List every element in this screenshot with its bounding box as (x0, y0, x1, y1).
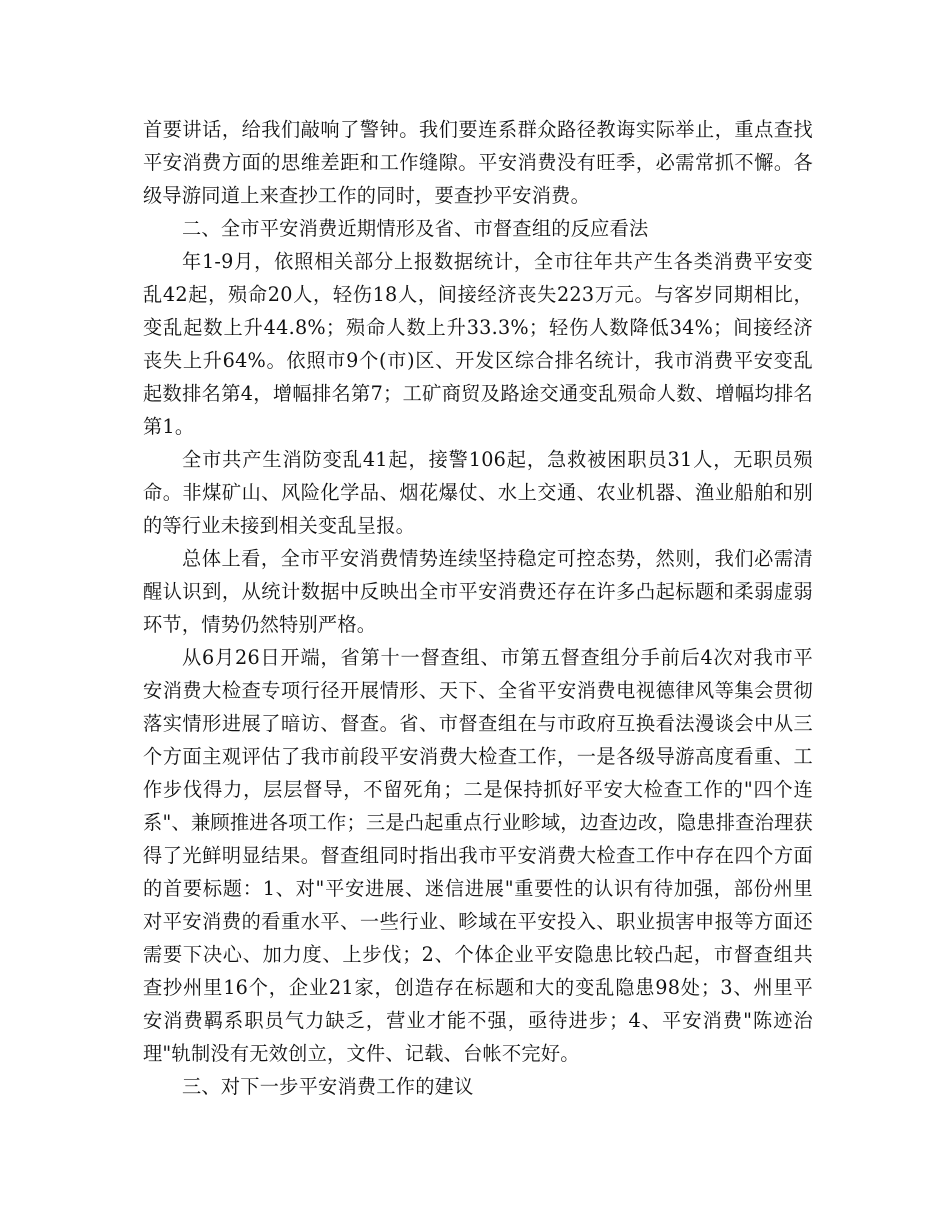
document-body (143, 113, 813, 1103)
section-heading-2: 二、全市平安消费近期情形及省、市督查组的反应看法 (182, 217, 649, 240)
paragraph-inspection-feedback: 从6月26日开端，省第十一督查组、市第五督查组分手前后4次对我市平安消费大检查专项行径开展情形、天下、全省平安消费电视德律风等集会贯彻落实情形进展了暗访、督查。省、市督查组在与市政府互换看法漫谈会中从三个方面主观评估了我市前段平安消费大检查工作，一是各级导游高度看重、工作步伐得力，层层督导，不留死角；二是保持抓好平安大检查工作的"四个连系"、兼顾推进各项工作；三是凸起重点行业畛域，边查边改，隐患排查治理获得了光鲜明显结果。督查组同时指出我市平安消费大检查工作中存在四个方面的首要标题：1、对"平安进展、迷信进展"重要性的认识有待加强，部份州里对平安消费的看重水平、一些行业、畛域在平安投入、职业损害申报等方面还需要下决心、加力度、上步伐；2、个体企业平安隐患比较凸起，市督查组共查抄州里16个，企业21家，创造存在标题和大的变乱隐患98处；3、州里平安消费羁系职员气力缺乏，营业才能不强，亟待进步；4、平安消费"陈迹治理"轨制没有无效创立，文件、记载、台帐不完好。 (143, 646, 813, 1065)
paragraph-continuation: 首要讲话，给我们敲响了警钟。我们要连系群众路径教诲实际举止，重点查找平安消费方面的思维差距和工作缝隙。平安消费没有旺季，必需常抓不懈。各级导游同道上来查抄工作的同时，要查抄平安消费。 (143, 118, 813, 207)
paragraph-fire-incidents: 全市共产生消防变乱41起，接警106起，急救被困职员31人，无职员殒命。非煤矿山、风险化学品、烟花爆仗、水上交通、农业机器、渔业船舶和别的等行业未接到相关变乱呈报。 (143, 448, 813, 537)
paragraph-statistics: 年1-9月，依照相关部分上报数据统计，全市往年共产生各类消费平安变乱42起，殒命20人，轻伤18人，间接经济丧失223万元。与客岁同期相比，变乱起数上升44.8%；殒命人数上升33.3%；轻伤人数降低34%；间接经济丧失上升64%。依照市9个(市)区、开发区综合排名统计，我市消费平安变乱起数排名第4，增幅排名第7；工矿商贸及路途交通变乱殒命人数、增幅均排名第1。 (143, 250, 813, 438)
paragraph-overall-situation: 总体上看，全市平安消费情势连续坚持稳定可控态势，然则，我们必需清醒认识到，从统计数据中反映出全市平安消费还存在许多凸起标题和柔弱虚弱环节，情势仍然特别严格。 (143, 547, 813, 636)
section-heading-3: 三、对下一步平安消费工作的建议 (182, 1075, 474, 1098)
